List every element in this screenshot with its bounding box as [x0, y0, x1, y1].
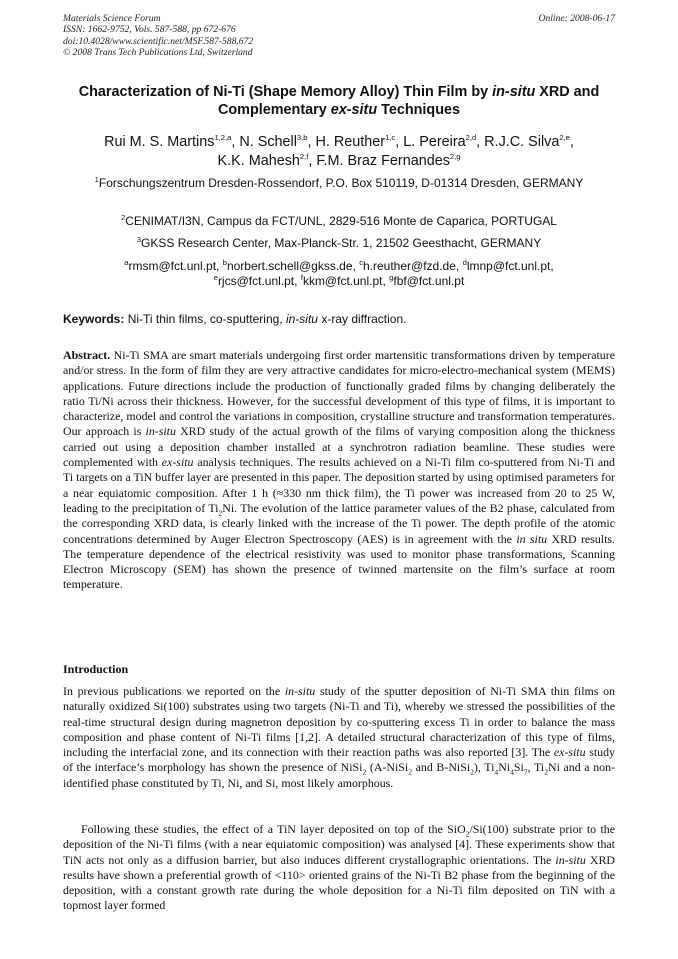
- email: $^b$norbert.schell@gkss.de: [222, 258, 353, 273]
- email: $^a$rmsm@fct.unl.pt: [124, 258, 217, 273]
- author: Rui M. S. Martins$^{1,2,a}$,: [104, 133, 240, 150]
- affiliation-1: $^1$Forschungszentrum Dresden-Rossendorf, P.O. Box 510119, D-01314 Dresden, GERMANY: [94, 175, 584, 190]
- author: L. Pereira$^{2,d}$,: [403, 133, 485, 150]
- email-list: $^a$rmsm@fct.unl.pt, $^b$norbert.schell@gkss.de, $^c$h.reuther@fzd.de, $^d$lmnp@fct.unl.pt, $^e$rjcs@fct.unl.pt, $^f$kkm@fct.unl.pt, $^g$fbf@fct.unl.pt: [124, 258, 554, 289]
- email: $^g$fbf@fct.unl.pt: [389, 273, 465, 289]
- journal-header: [63, 13, 253, 59]
- author: F.M. Braz Fernandes$^{2,g}$: [316, 152, 461, 169]
- journal-copyright: © 2008 Trans Tech Publications Ltd, Switzerland: [63, 47, 253, 59]
- journal-name: Materials Science Forum: [63, 13, 161, 24]
- email: $^f$kkm@fct.unl.pt: [300, 273, 383, 289]
- keywords-label: Keywords:: [63, 312, 125, 326]
- author: N. Schell$^{3,b}$,: [239, 133, 316, 150]
- author: H. Reuther$^{1,c}$,: [315, 133, 404, 150]
- abstract: Abstract. Ni-Ti SMA are smart materials undergoing first order martensitic transformations driven by temperature and/or stress. In the form of film they are very attractive candidates for micro-electro-mechanical system (MEMS) applications. Future directions include the production of functionally graded films by changing deliberately the ratio Ti/Ni across their thickness. However, for the successful development of this type of films, it is important to characterize, model and control the variations in composition, crystalline structure and transformation temperatures. Our approach is in-situ XRD study of the actual growth of the films of varying composition along the thickness carried out using a deposition chamber installed at a synchrotron radiation beamline. These studies were complemented with ex-situ analysis techniques. The results achieved on a Ni-Ti film co-sputtered from Ni-Ti and Ti targets on a TiN buffer layer are presented in this paper. The deposition started by using optimised parameters for a near equiatomic composition. After 1 h (≈330 nm thick film), the Ti power was increased from 20 to 25 W, leading to the precipitation of $Ti_2Ni$. The evolution of the lattice parameter values of the B2 phase, calculated from the corresponding XRD data, is clearly linked with the increase of the Ti power. The depth profile of the atomic concentrations determined by Auger Electron Spectroscopy (AES) is in agreement with the in situ XRD results. The temperature dependence of the electrical resistivity was used to monitor phase transformations, Scanning Electron Microscopy (SEM) has shown the presence of twinned martensite on the film’s surface at room temperature.: [63, 348, 615, 592]
- online-date: Online: 2008-06-17: [538, 13, 615, 24]
- section-heading-introduction: Introduction: [63, 662, 129, 676]
- intro-paragraph-2: Following these studies, the effect of a TiN layer deposited on top of the SiO$_2$/Si(100) substrate prior to the deposition of the Ni-Ti films (with a near equiatomic composition) was analysed [4]. These experiments show that TiN acts not only as a diffusion barrier, but also induces different crystallographic orientations. The in-situ XRD results have shown a preferential growth of <110> oriented grains of the Ni-Ti B2 phase from the beginning of the deposition, with a constant growth rate during the whole deposition for a Ni-Ti film deposited on TiN with a topmost layer formed: [63, 822, 615, 913]
- email: $^e$rjcs@fct.unl.pt: [213, 273, 295, 289]
- journal-issn: ISSN: 1662-9752, Vols. 587-588, pp 672-676: [63, 24, 236, 36]
- watermark: ​: [20, 127, 60, 173]
- affiliation-2: $^2$CENIMAT/I3N, Campus da FCT/UNL, 2829-516 Monte de Caparica, PORTUGAL: [121, 213, 557, 228]
- affiliation-3: $^3$GKSS Research Center, Max-Planck-Str. 1, 21502 Geesthacht, GERMANY: [136, 235, 542, 250]
- author-list: [50, 133, 628, 171]
- keywords: Keywords: Ni-Ti thin films, co-sputtering, in-situ x-ray diffraction.: [63, 312, 407, 326]
- intro-paragraph-1: In previous publications we reported on the in-situ study of the sputter deposition of Ni-Ti SMA thin films on naturally oxidized Si(100) substrates using two targets (Ni-Ti and Ti), whereby we stressed the possibilities of the real-time structural design during magnetron deposition by co-sputtering excess Ti in order to balance the mass composition and phase content of Ni-Ti films [1,2]. A detailed structural characterization of this type of films, including the interfacial zone, and its connection with their reaction paths was also reported [3]. The ex-situ study of the interface’s morphology has shown the presence of NiSi$_2$ (A-NiSi$_2$ and B-NiSi$_2$), $Ti_4Ni_4Si_7$, $Ti_2Ni$ and a non-identified phase constituted by Ti, Ni, and Si, most likely amorphous.: [63, 684, 615, 790]
- journal-doi: doi:10.4028/www.scientific.net/MSF.587-588.672: [63, 35, 254, 47]
- author: R.J.C. Silva$^{2,e}$,: [484, 133, 574, 150]
- paper-title: Characterization of Ni-Ti (Shape Memory Alloy) Thin Film by in-situ XRD and Complementary ex-situ Techniques: [78, 84, 600, 118]
- author: K.K. Mahesh$^{2,f}$,: [217, 152, 317, 169]
- abstract-label: Abstract.: [63, 348, 111, 362]
- email: $^c$h.reuther@fzd.de: [359, 258, 456, 273]
- email: $^d$lmnp@fct.unl.pt: [462, 258, 551, 273]
